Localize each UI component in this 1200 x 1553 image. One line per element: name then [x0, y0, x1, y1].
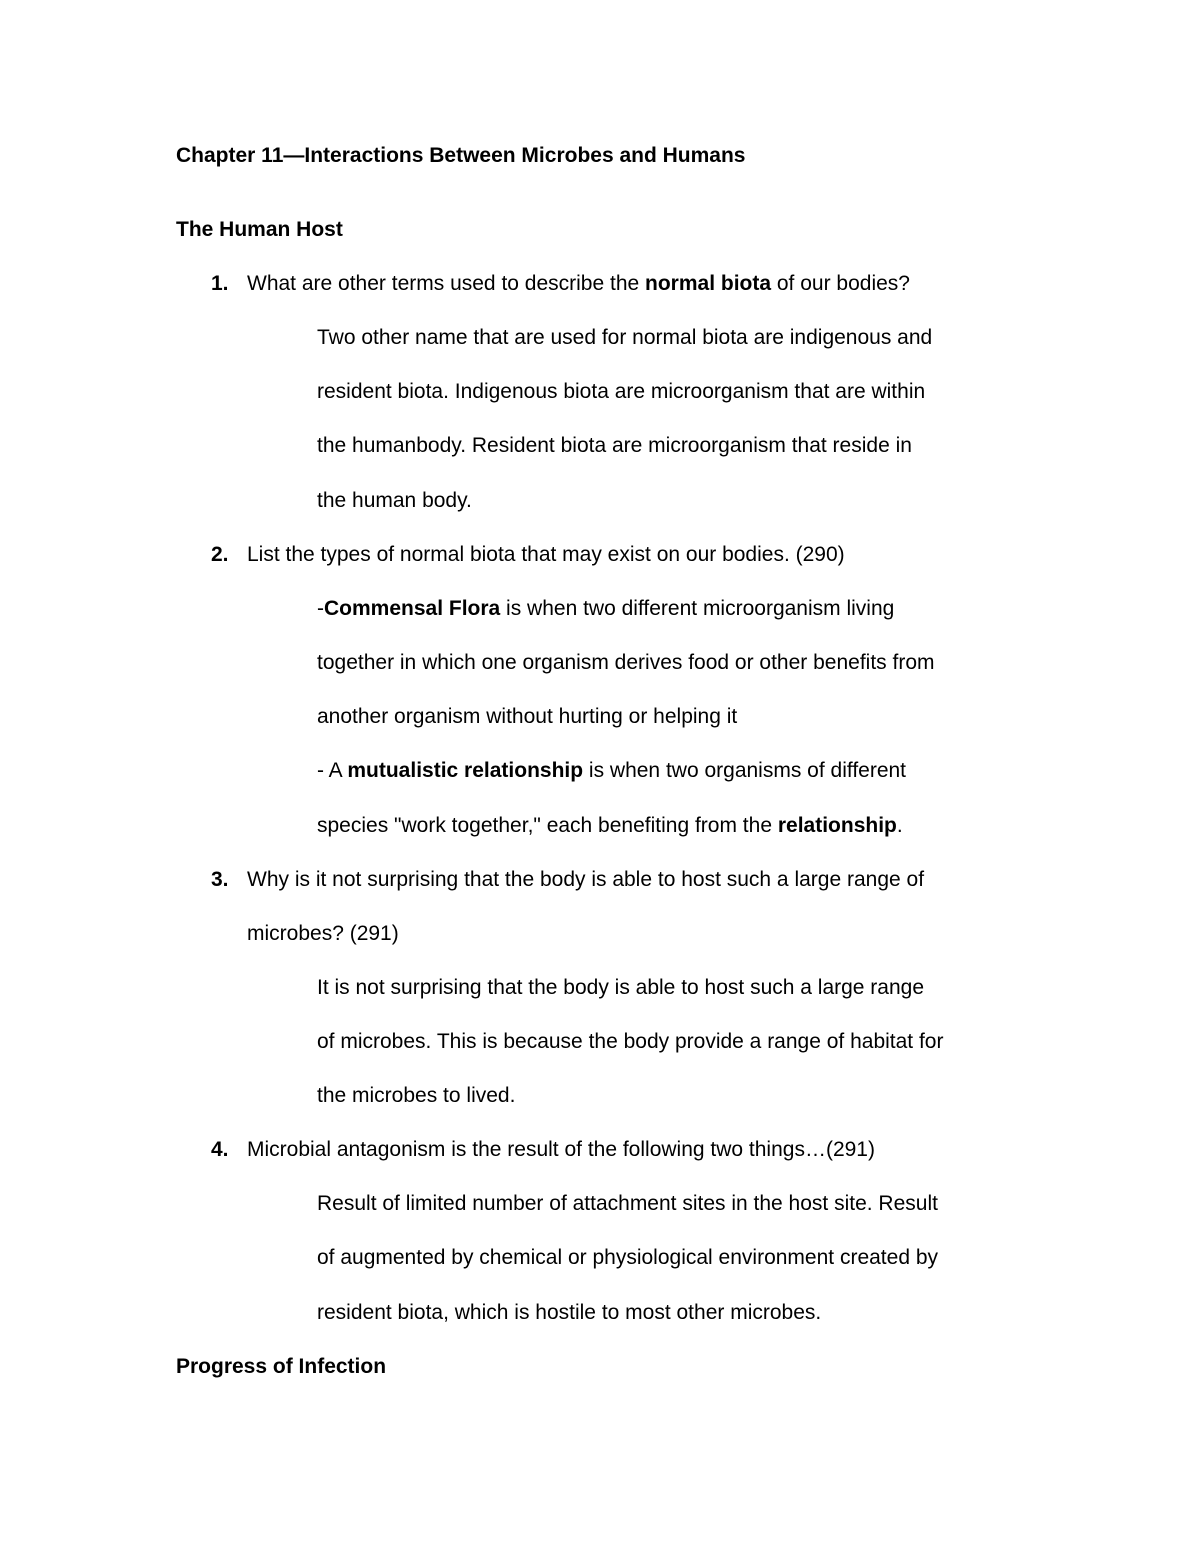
question-2-text: List the types of normal biota that may exist on our bodies. (290): [247, 543, 845, 566]
question-1-text: [247, 270, 910, 298]
answer-2-mutualistic-line: [317, 757, 906, 785]
answer-2-line: another organism without hurting or helping it: [317, 705, 738, 728]
answer-3-line: It is not surprising that the body is able to host such a large range: [317, 976, 925, 999]
question-4-text: Microbial antagonism is the result of the following two things…(291): [247, 1138, 875, 1161]
commensal-flora-term: Commensal Flora: [324, 597, 501, 620]
answer-1-line: Two other name that are used for normal biota are indigenous and: [317, 326, 933, 349]
answer-4-line: resident biota, which is hostile to most other microbes.: [317, 1301, 822, 1324]
section-heading-progress-of-infection: Progress of Infection: [176, 1355, 387, 1378]
answer-1-line: the human body.: [317, 489, 472, 512]
question-1-text-end: of our bodies?: [771, 272, 910, 295]
answer-2-dash: - A: [317, 759, 348, 782]
question-3-text: microbes? (291): [247, 922, 399, 945]
question-3-text: Why is it not surprising that the body is able to host such a large range of: [247, 868, 925, 891]
question-1-text-start: What are other terms used to describe the: [247, 272, 646, 295]
answer-2-line: [317, 812, 903, 840]
answer-2-text: species "work together," each benefiting from the: [317, 814, 778, 837]
relationship-term: relationship: [777, 814, 897, 837]
question-1-bold-term: normal biota: [645, 272, 772, 295]
answer-2-text: .: [896, 814, 903, 837]
answer-2-text: is when two different microorganism living: [500, 597, 895, 620]
answer-2-text: is when two organisms of different: [583, 759, 907, 782]
answer-2-commensal-line: [317, 595, 894, 623]
mutualistic-relationship-term: mutualistic relationship: [347, 759, 584, 782]
answer-3-line: the microbes to lived.: [317, 1084, 516, 1107]
answer-4-line: of augmented by chemical or physiological environment created by: [317, 1246, 939, 1269]
section-heading-human-host: The Human Host: [176, 218, 343, 241]
question-2-number: 2.: [211, 543, 229, 566]
answer-2-dash: -: [317, 597, 324, 620]
answer-3-line: of microbes. This is because the body provide a range of habitat for: [317, 1030, 944, 1053]
answer-2-line: together in which one organism derives food or other benefits from: [317, 651, 935, 674]
answer-1-line: resident biota. Indigenous biota are microorganism that are within: [317, 380, 926, 403]
answer-4-line: Result of limited number of attachment sites in the host site. Result: [317, 1192, 938, 1215]
answer-1-line: the humanbody. Resident biota are microorganism that reside in: [317, 434, 912, 457]
page-title: Chapter 11—Interactions Between Microbes and Humans: [176, 144, 746, 167]
question-3-number: 3.: [211, 868, 229, 891]
question-4-number: 4.: [211, 1138, 229, 1161]
question-1-number: 1.: [211, 272, 229, 295]
